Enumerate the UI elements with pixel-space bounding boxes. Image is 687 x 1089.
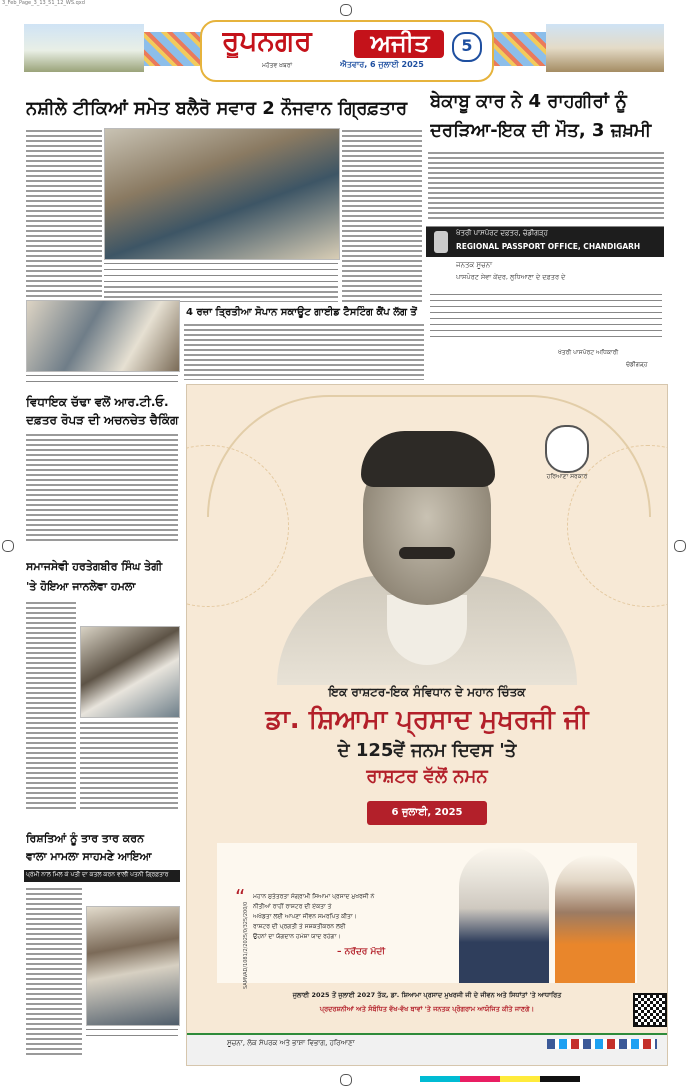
article-1-caption: [104, 260, 338, 282]
ad-govt-label: ਹਰਿਆਣਾ ਸਰਕਾਰ: [546, 473, 588, 480]
ad-line3: ਰਾਸ਼ਟਰ ਵੱਲੋਂ ਨਮਨ: [366, 766, 488, 787]
portrait-hair: [361, 431, 495, 487]
ad-bottom-line1: ਜੁਲਾਈ 2025 ਤੋਂ ਜੁਲਾਈ 2027 ਤੱਕ, ਡਾ. ਸ਼ਿਆਮਾ ਪ੍ਰਸਾਦ ਮੁਖਰਜੀ ਜੀ ਦੇ ਜੀਵਨ ਅਤੇ ਸਿਧਾਂਤਾਂ 'ਤੇ ਆਧਾਰਿਤ: [292, 991, 562, 999]
ad-quote-line3: ਅਖੰਡਤਾ ਲਈ ਆਪਣਾ ਜੀਵਨ ਸਮਰਪਿਤ ਕੀਤਾ।: [253, 913, 357, 920]
modi-photo: [459, 847, 549, 983]
article-rishta-col1: [26, 886, 82, 1056]
ad-vertical-code: SAMVAD/1081/2/2025/0/325/200/0: [243, 901, 249, 989]
headline-tikiya: ਨਸ਼ੀਲੇ ਟੀਕਿਆਂ ਸਮੇਤ ਬਲੈਰੋ ਸਵਾਰ 2 ਨੌਜਵਾਨ ਗ੍ਰਿਫ਼ਤਾਰ: [26, 98, 408, 119]
crop-mark-right: [674, 540, 686, 552]
passport-notice-sub: ਪਾਸਪੋਰਟ ਸੇਵਾ ਕੇਂਦਰ, ਲੁਧਿਆਣਾ ਦੇ ਦਫ਼ਤਰ ਦੇ: [456, 273, 566, 281]
masthead: [24, 18, 664, 80]
saini-photo: [555, 855, 635, 983]
ad-name: ਡਾ. ਸ਼ਿਆਮਾ ਪ੍ਰਸਾਦ ਮੁਖਰਜੀ ਜੀ: [265, 705, 589, 735]
article-2-body: [428, 150, 664, 220]
ad-bottom-line2: ਪ੍ਰਦਰਸ਼ਨੀਆਂ ਅਤੇ ਸੰਬੰਧਿਤ ਵੱਖ-ਵੱਖ ਥਾਵਾਂ 'ਤੇ ਜਨਤਕ ਪ੍ਰੋਗਰਾਮ ਆਯੋਜਿਤ ਕੀਤੇ ਜਾਣਗੇ।: [319, 1005, 535, 1013]
emblem-icon: [434, 231, 448, 253]
quote-mark-icon: “: [235, 885, 246, 905]
scout-camp-body: [184, 322, 424, 380]
passport-notice: [426, 226, 664, 381]
headline-rto-line2: ਦਫ਼ਤਰ ਰੋਪੜ ਦੀ ਅਚਨਚੇਤ ਚੈਕਿੰਗ: [26, 413, 179, 427]
ad-date: 6 ਜੁਲਾਈ, 2025: [391, 807, 463, 818]
passport-notice-title: ਜਨਤਕ ਸੂਚਨਾ: [456, 261, 493, 269]
ad-tagline: ਇਕ ਰਾਸ਼ਟਰ-ਇਕ ਸੰਵਿਧਾਨ ਦੇ ਮਹਾਨ ਚਿੰਤਕ: [328, 685, 526, 699]
ad-quote-line1: ਮਹਾਨ ਸੁਤੰਤਰਤਾ ਸੰਗ੍ਰਾਮੀ ਸਿਆਮਾ ਪ੍ਰਸਾਦ ਮੁਖਰਜੀ ਨੇ: [253, 893, 375, 900]
headline-rto-line1: ਵਿਧਾਇਕ ਚੱਢਾ ਵਲੋਂ ਆਰ.ਟੀ.ਓ.: [26, 395, 169, 409]
masthead-date: ਐਤਵਾਰ, 6 ਜੁਲਾਈ 2025: [340, 60, 424, 69]
social-icons: [547, 1039, 657, 1049]
article-rishta-caption: [86, 1026, 178, 1040]
masthead-left-photo: [24, 24, 144, 72]
masthead-subtitle: ਮਹੱਤਵ ਖ਼ਬਰਾਂ: [262, 62, 293, 69]
article-rto-photo: [26, 300, 180, 372]
headline-rishta-line2: ਵਾਲਾ ਮਾਮਲਾ ਸਾਹਮਣੇ ਆਇਆ: [26, 850, 152, 863]
passport-signoff2: ਚੰਡੀਗੜ੍ਹ: [626, 361, 648, 368]
page-number: 5: [461, 36, 473, 55]
article-1-photo: [104, 128, 340, 260]
print-info: 3_Feb_Page_3_13_51_12_WS.qxd: [2, 0, 85, 6]
article-1-col3: [342, 128, 422, 304]
portrait-dr-mukherjee: [277, 405, 577, 675]
headline-tegi-line2: 'ਤੇ ਹੋਇਆ ਜਾਨਲੇਵਾ ਹਮਲਾ: [26, 580, 136, 593]
masthead-paper: ਅਜੀਤ: [370, 29, 430, 57]
color-bar: [420, 1076, 580, 1082]
headline-rishta-line1: ਰਿਸ਼ਤਿਆਂ ਨੂੰ ਤਾਰ ਤਾਰ ਕਰਨ: [26, 832, 144, 845]
rishta-subhead: ਪ੍ਰੇਮੀ ਨਾਲ ਮਿਲ ਕੇ ਪਤੀ ਦਾ ਕਤਲ ਕਰਨ ਵਾਲੀ ਪਤਨੀ ਗ੍ਰਿਫ਼ਤਾਰ: [26, 871, 169, 878]
headline-car-line2: ਦਰੜਿਆ-ਇਕ ਦੀ ਮੌਤ, 3 ਜ਼ਖ਼ਮੀ: [430, 120, 652, 141]
portrait-moustache: [399, 547, 455, 559]
ad-quote-line4: ਰਾਸ਼ਟਰ ਦੀ ਪ੍ਰਗਤੀ ਤੇ ਸਸ਼ਕਤੀਕਰਨ ਲਈ: [253, 923, 346, 930]
ad-quote-line5: ਉਹਨਾਂ ਦਾ ਯੋਗਦਾਨ ਹਮੇਸ਼ਾ ਯਾਦ ਰਹੇਗਾ।: [253, 933, 341, 940]
headline-car-line1: ਬੇਕਾਬੂ ਕਾਰ ਨੇ 4 ਰਾਹਗੀਰਾਂ ਨੂੰ: [430, 91, 627, 112]
article-rishta-photo: [86, 906, 180, 1026]
ad-quote-author: – ਨਰੇਂਦਰ ਮੋਦੀ: [337, 947, 386, 957]
passport-office-en: REGIONAL PASSPORT OFFICE, CHANDIGARH: [456, 242, 641, 251]
article-rto-caption: [26, 372, 178, 384]
article-tegi-photo: [80, 626, 180, 718]
ad-quote-line2: ਨੀਤੀਆਂ ਰਾਹੀਂ ਰਾਸ਼ਟਰ ਦੀ ਏਕਤਾ ਤੇ: [253, 903, 332, 910]
passport-notice-body: [430, 291, 662, 341]
crop-mark-bottom: [340, 1074, 352, 1086]
passport-office-pa: ਖੇਤਰੀ ਪਾਸਪੋਰਟ ਦਫ਼ਤਰ, ਚੰਡੀਗੜ੍ਹ: [456, 229, 548, 237]
article-1-col1: [26, 128, 102, 300]
masthead-right-photo: [546, 24, 664, 72]
ad-line2: ਦੇ 125ਵੇਂ ਜਨਮ ਦਿਵਸ 'ਤੇ: [337, 740, 517, 761]
crop-mark-left: [2, 540, 14, 552]
masthead-city: ਰੂਪਨਗਰ: [222, 24, 312, 57]
article-rto-body: [26, 432, 178, 542]
article-tegi-col1: [26, 600, 76, 810]
ad-panel: [186, 384, 668, 1066]
ad-footer: ਸੂਚਨਾ, ਲੋਕ ਸੰਪਰਕ ਅਤੇ ਭਾਸ਼ਾ ਵਿਭਾਗ, ਹਰਿਆਣਾ: [227, 1039, 355, 1047]
article-tegi-col2: [80, 720, 178, 810]
passport-signoff: ਖੇਤਰੀ ਪਾਸਪੋਰਟ ਅਧਿਕਾਰੀ: [558, 349, 619, 356]
headline-tegi-line1: ਸਮਾਜਸੇਵੀ ਹਰਤੇਗਬੀਰ ਸਿੰਘ ਤੇਗੀ: [26, 560, 163, 573]
headline-scout-camp: 4 ਰਜ਼ਾ ਤ੍ਰਿਤੀਆ ਸੋਪਾਨ ਸਕਾਊਟ ਗਾਈਡ ਟੈਸਟਿੰਗ ਕੈਂਪ ਲੱਗ ਤੋਂ: [186, 307, 417, 318]
qr-code-icon: [633, 993, 667, 1027]
crop-mark-top: [340, 4, 352, 16]
